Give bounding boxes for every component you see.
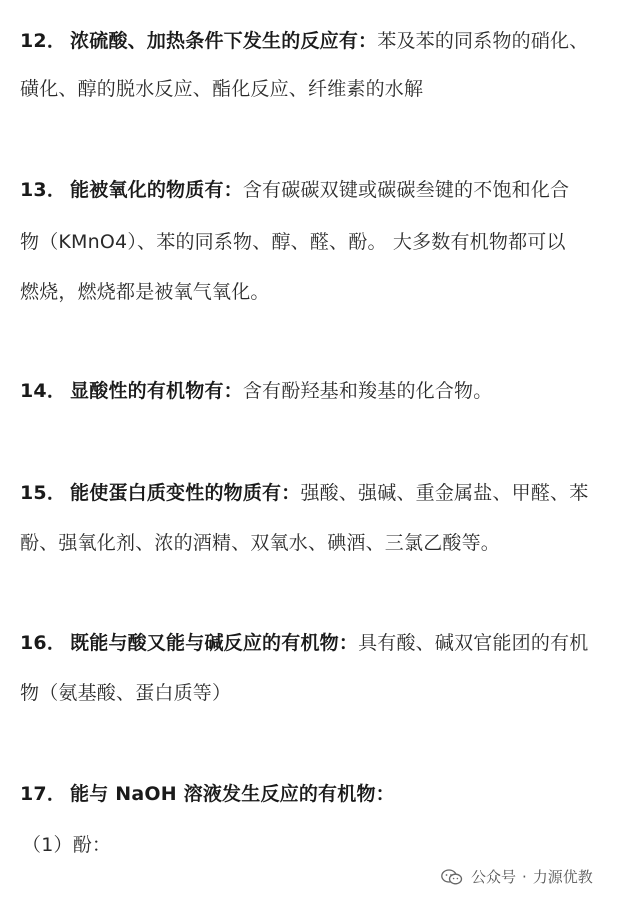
item-15-heading: 能使蛋白质变性的物质有： [70,482,301,504]
item-16-text-1: 具有酸、碱双官能团的有机 [358,632,589,654]
item-15-line-1 [20,480,640,506]
item-13-number: 13． [20,179,67,201]
item-15-number: 15． [20,482,67,504]
item-17-number: 17． [20,783,67,805]
item-17-sub-label: （1）酚： [22,834,112,856]
item-13-line-1 [20,177,640,203]
watermark-account-name: 力源优教 [532,868,593,886]
watermark-separator: · [522,867,527,886]
item-17-line-1 [20,781,640,807]
item-12-text-1: 苯及苯的同系物的硝化、 [377,30,589,52]
item-13-text-3: 燃烧，燃烧都是被氧气氧化。 [20,281,270,303]
item-12-text-2: 磺化、醇的脱水反应、酯化反应、纤维素的水解 [20,78,424,100]
item-16-line-1 [20,630,640,656]
item-17-heading: 能与 NaOH 溶液发生反应的有机物： [70,783,395,805]
item-13-text-2: 物（KMnO4）、苯的同系物、醇、醛、酚。 大多数有机物都可以 [20,231,566,253]
item-16-text-2: 物（氨基酸、蛋白质等） [20,682,232,704]
item-12-line-1 [20,28,640,54]
item-15-text-1: 强酸、强碱、重金属盐、甲醛、苯 [300,482,589,504]
item-14-heading: 显酸性的有机物有： [70,380,243,402]
watermark-label: 公众号 [471,868,517,886]
item-15-text-2: 酚、强氧化剂、浓的酒精、双氧水、碘酒、三氯乙酸等。 [20,532,501,554]
item-17-sub-1 [22,832,640,858]
wechat-watermark [441,866,593,887]
item-12-line-2 [20,76,640,102]
item-16-number: 16． [20,632,67,654]
wechat-icon [441,869,463,885]
item-13-line-3 [20,279,640,305]
item-15-line-2 [20,530,640,556]
item-14-text-1: 含有酚羟基和羧基的化合物。 [242,380,493,402]
item-16-line-2 [20,680,640,706]
item-12-heading: 浓硫酸、加热条件下发生的反应有： [70,30,378,52]
item-14-line-1 [20,378,640,404]
item-12-number: 12． [20,30,67,52]
item-13-heading: 能被氧化的物质有： [70,179,243,201]
item-16-heading: 既能与酸又能与碱反应的有机物： [70,632,359,654]
item-13-line-2 [20,229,640,255]
item-13-text-1: 含有碳碳双键或碳碳叁键的不饱和化合 [242,179,570,201]
item-14-number: 14． [20,380,67,402]
